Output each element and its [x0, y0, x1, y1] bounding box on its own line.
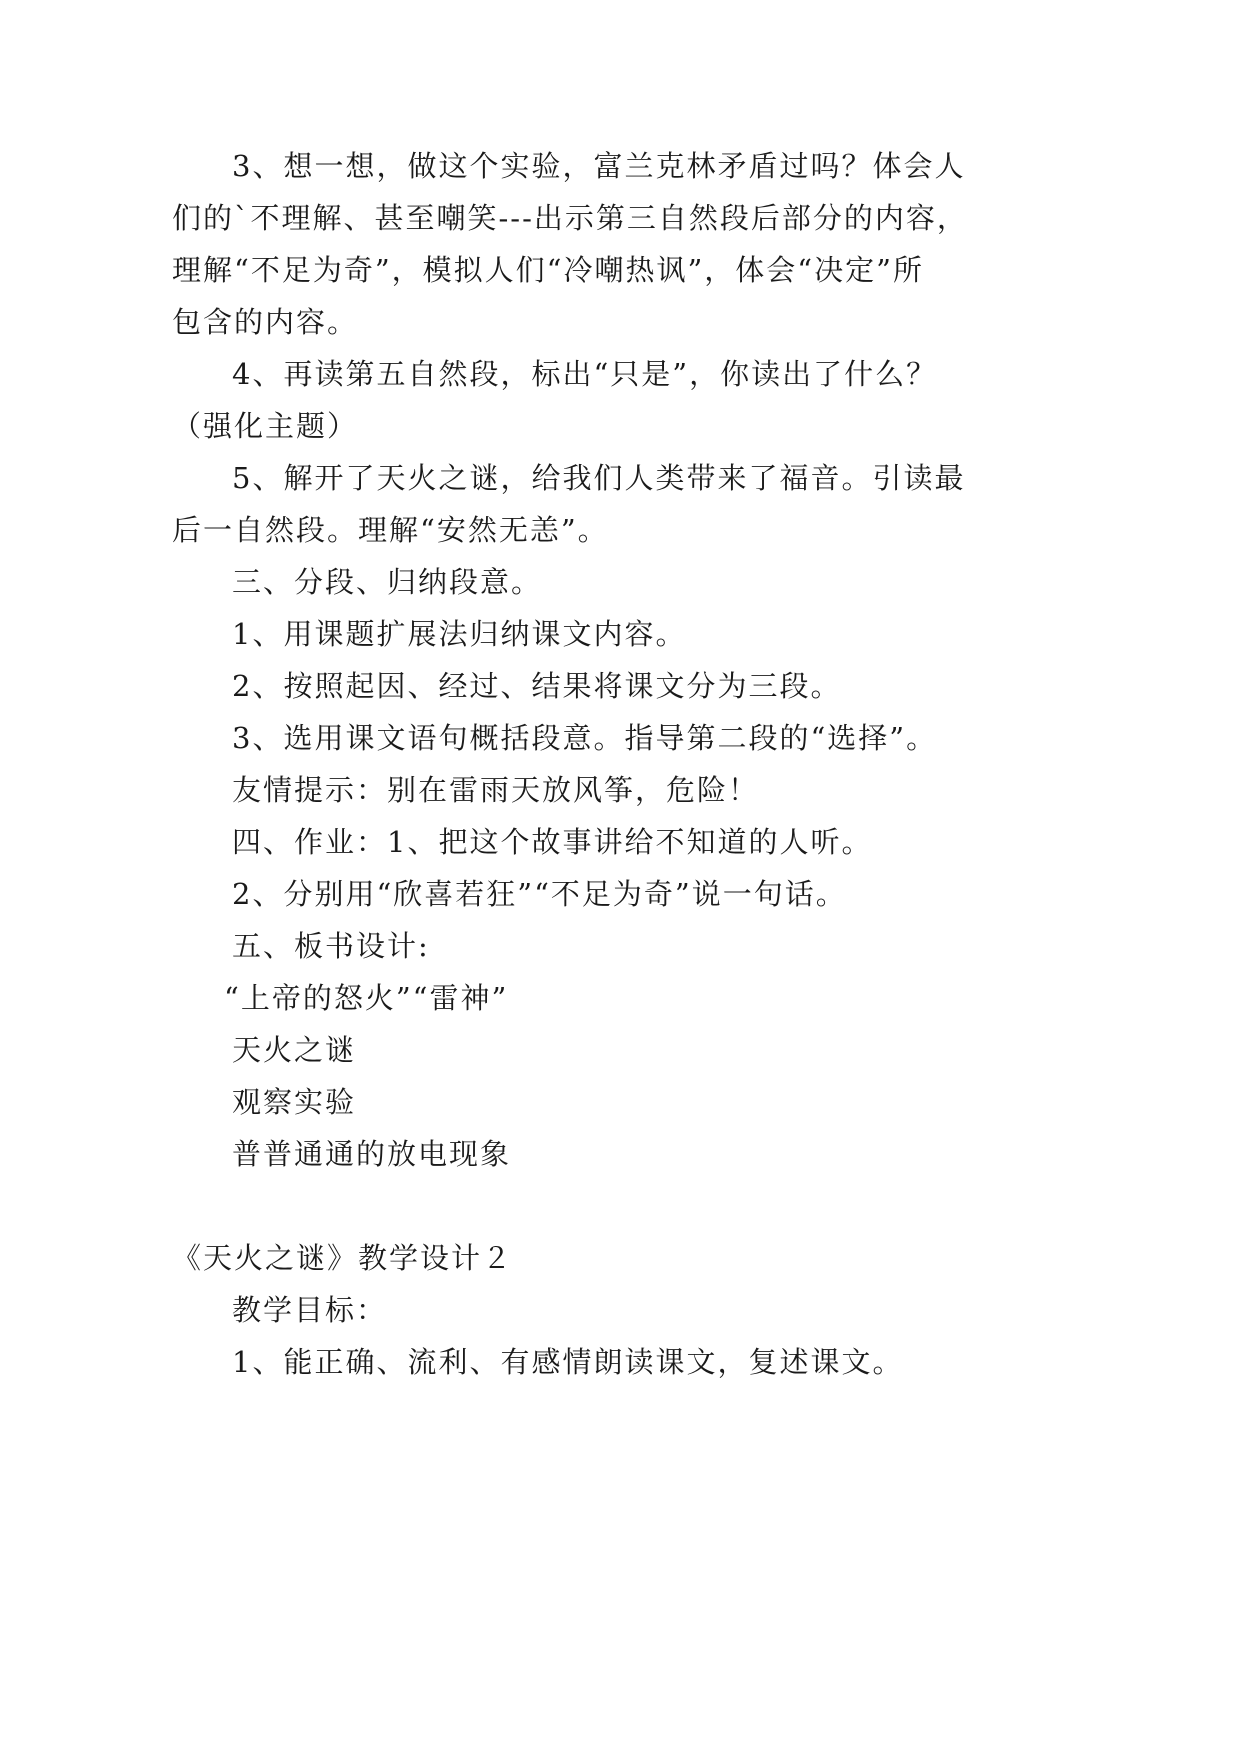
- paragraph-line: （强化主题）: [172, 409, 359, 443]
- paragraph-line: 3、想一想，做这个实验，富兰克林矛盾过吗？体会人: [232, 149, 966, 183]
- paragraph-line: 四、作业：1、把这个故事讲给不知道的人听。: [232, 825, 873, 859]
- paragraph-line: “上帝的怒火”“雷神”: [224, 981, 509, 1015]
- paragraph-line: 1、能正确、流利、有感情朗读课文，复述课文。: [232, 1345, 904, 1379]
- paragraph-line: 包含的内容。: [172, 305, 359, 339]
- paragraph-line: 三、分段、归纳段意。: [232, 565, 543, 599]
- paragraph-line: 4、再读第五自然段，标出“只是”，你读出了什么？: [232, 357, 938, 391]
- paragraph-line: 1、用课题扩展法归纳课文内容。: [232, 617, 687, 651]
- paragraph-line: 后一自然段。理解“安然无恙”。: [172, 513, 609, 547]
- paragraph-line: 2、按照起因、经过、结果将课文分为三段。: [232, 669, 842, 703]
- paragraph-line: 天火之谜: [232, 1033, 357, 1067]
- paragraph-line: 理解“不足为奇”，模拟人们“冷嘲热讽”，体会“决定”所: [172, 253, 924, 287]
- paragraph-line: 3、选用课文语句概括段意。指导第二段的“选择”。: [232, 721, 938, 755]
- paragraph-line: 2、分别用“欣喜若狂”“不足为奇”说一句话。: [232, 877, 847, 911]
- section-title: 《天火之谜》教学设计２: [172, 1241, 514, 1275]
- paragraph-line: 们的`不理解、甚至嘲笑---出示第三自然段后部分的内容，: [172, 201, 968, 235]
- paragraph-line: 普普通通的放电现象: [232, 1137, 512, 1171]
- paragraph-line: 观察实验: [232, 1085, 357, 1119]
- paragraph-line: 教学目标：: [232, 1293, 388, 1327]
- paragraph-line: 五、板书设计:: [232, 929, 430, 963]
- paragraph-line: 5、解开了天火之谜，给我们人类带来了福音。引读最: [232, 461, 966, 495]
- paragraph-line: 友情提示：别在雷雨天放风筝，危险！: [232, 773, 760, 807]
